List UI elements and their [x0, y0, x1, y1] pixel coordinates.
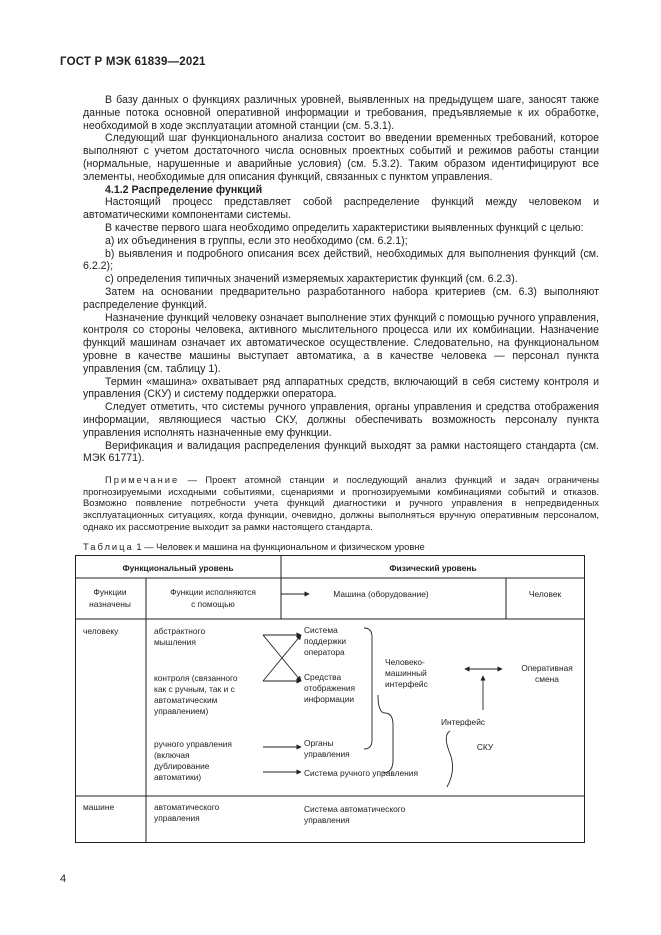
col-assigned-header: Функции [93, 587, 127, 597]
control-function: автоматическим [154, 695, 218, 705]
operators-label: смена [535, 674, 559, 684]
manual-control-function: дублирование [154, 761, 210, 771]
note [83, 474, 599, 533]
table-caption-text: 1 — Человек и машина на функциональном и физическом уровне [133, 541, 425, 552]
note-text: — Проект атомной станции и последующий анализ функций и задач ограничены прогнозируемыми исходными событиями, сценариями и прогнозируемыми комбинациями событий и отказов. Возможно появление потребности учета функций диагностики и ручного управления в непредвиденных эксплуатационных ситуациях, когда функции, очевидно, должны выполняться вручную оперативным персоналом, однако их рассмотрение выходит за рамки настоящего стандарта. [83, 474, 599, 532]
display-means: отображения [304, 683, 356, 693]
row-human: человеку [83, 626, 119, 636]
page-header: ГОСТ Р МЭК 61839—2021 [60, 56, 206, 68]
col-human-header: Человек [528, 589, 562, 599]
operator-support-system: оператора [304, 647, 345, 657]
control-function: управлением) [154, 706, 209, 716]
abstract-thinking: абстрактного [154, 626, 206, 636]
control-function: контроля (связанного [154, 673, 238, 683]
sku-label: СКУ [476, 742, 494, 752]
note-label: Примечание [105, 474, 180, 485]
manual-control-system: Система ручного управления [304, 768, 418, 778]
paragraph: Термин «машина» охватывает ряд аппаратных средств, включающий в себя систему контроля и управления (СКУ) и систему поддержки оператора. [83, 375, 599, 401]
function-allocation-table [75, 555, 585, 845]
section-heading: 4.1.2 Распределение функций [105, 183, 263, 196]
interface-label: Интерфейс [440, 717, 486, 727]
body-text [83, 94, 599, 465]
manual-control-function: (включая [154, 750, 190, 760]
table-caption-label: Таблица [83, 541, 134, 552]
bracket-machine [364, 628, 372, 749]
automatic-control-function: управления [154, 813, 200, 823]
paragraph: Следует отметить, что системы ручного управления, органы управления и средства отображения информации, являющиеся частью СКУ, должны обеспечивать возможность персоналу пункта управления исполнять назначенные ему функции. [83, 401, 599, 439]
automatic-control-function: автоматического [154, 802, 220, 812]
operator-support-system: поддержки [304, 636, 347, 646]
list-item: b) выявления и подробного описания всех действий, необходимых для выполнения функций (см. 6.2.2); [83, 247, 599, 273]
paragraph: В качестве первого шага необходимо определить характеристики выявленных функций с целью: [105, 221, 584, 234]
paragraph: Следующий шаг функционального анализа состоит во введении временных требований, которое выполняют с учетом достаточного числа основных проектных событий и режимов работы станции (нормальные, нарушенные и аварийные условия) (см. 5.3.2). Таким образом идентифицируют все элементы, необходимые для описания функций, связанных с пунктом управления. [83, 132, 599, 183]
page-number: 4 [60, 873, 67, 885]
automatic-control-system: Система автоматического [304, 804, 406, 814]
control-devices: Органы [304, 738, 334, 748]
paragraph: Верификация и валидация распределения функций выходят за рамки настоящего стандарта (см. МЭК 61771). [83, 439, 599, 465]
operators-label: Оперативная [521, 663, 573, 673]
paragraph: Настоящий процесс представляет собой распределение функций между человеком и автоматическими компонентами системы. [83, 196, 599, 222]
col-executed-header: Функции исполняются [170, 587, 256, 597]
row-machine: машине [83, 802, 115, 812]
bracket-hmi [378, 695, 393, 773]
control-function: как с ручным, так и с [154, 684, 235, 694]
abstract-thinking: мышления [154, 637, 196, 647]
automatic-control-system: управления [304, 815, 350, 825]
control-devices: управления [304, 749, 350, 759]
note-paragraph [83, 474, 599, 533]
bracket-sku [446, 731, 452, 787]
col-assigned-header: назначены [89, 599, 131, 609]
list-item: a) их объединения в группы, если это необходимо (см. 6.2.1); [105, 234, 408, 247]
paragraph: Затем на основании предварительно разработанного набора критериев (см. 6.3) выполняют распределение функций. [83, 285, 599, 311]
hmi-label: машинный [385, 668, 427, 678]
operator-support-system: Система [304, 625, 338, 635]
table-caption [83, 541, 425, 552]
manual-control-function: автоматики) [154, 772, 202, 782]
functional-level-header: Функциональный уровень [122, 563, 234, 573]
hmi-label: Человеко- [385, 657, 425, 667]
display-means: информации [304, 694, 355, 704]
col-executed-header: с помощью [191, 599, 235, 609]
col-machine-header: Машина (оборудование) [333, 589, 429, 599]
manual-control-function: ручного управления [154, 739, 232, 749]
physical-level-header: Физический уровень [389, 563, 477, 573]
display-means: Средства [304, 672, 342, 682]
hmi-label: интерфейс [385, 679, 428, 689]
list-item: c) определения типичных значений измеряемых характеристик функций (см. 6.2.3). [105, 273, 518, 286]
paragraph: Назначение функций человеку означает выполнение этих функций с помощью ручного управления, контроля со стороны человека, активного мыслительного процесса или их комбинации. Назначение функций машинам означает их автоматическое осуществление. Следовательно, на функциональном уровне в качестве машины выступает автоматика, а в качестве человека — персонал пункта управления (см. таблицу 1). [83, 311, 599, 375]
paragraph: В базу данных о функциях различных уровней, выявленных на предыдущем шаге, заносят также данные потока основной оперативной информации и требования, предъявляемые к их обработке, необходимой в ходе эксплуатации атомной станции (см. 5.3.1). [83, 94, 599, 132]
